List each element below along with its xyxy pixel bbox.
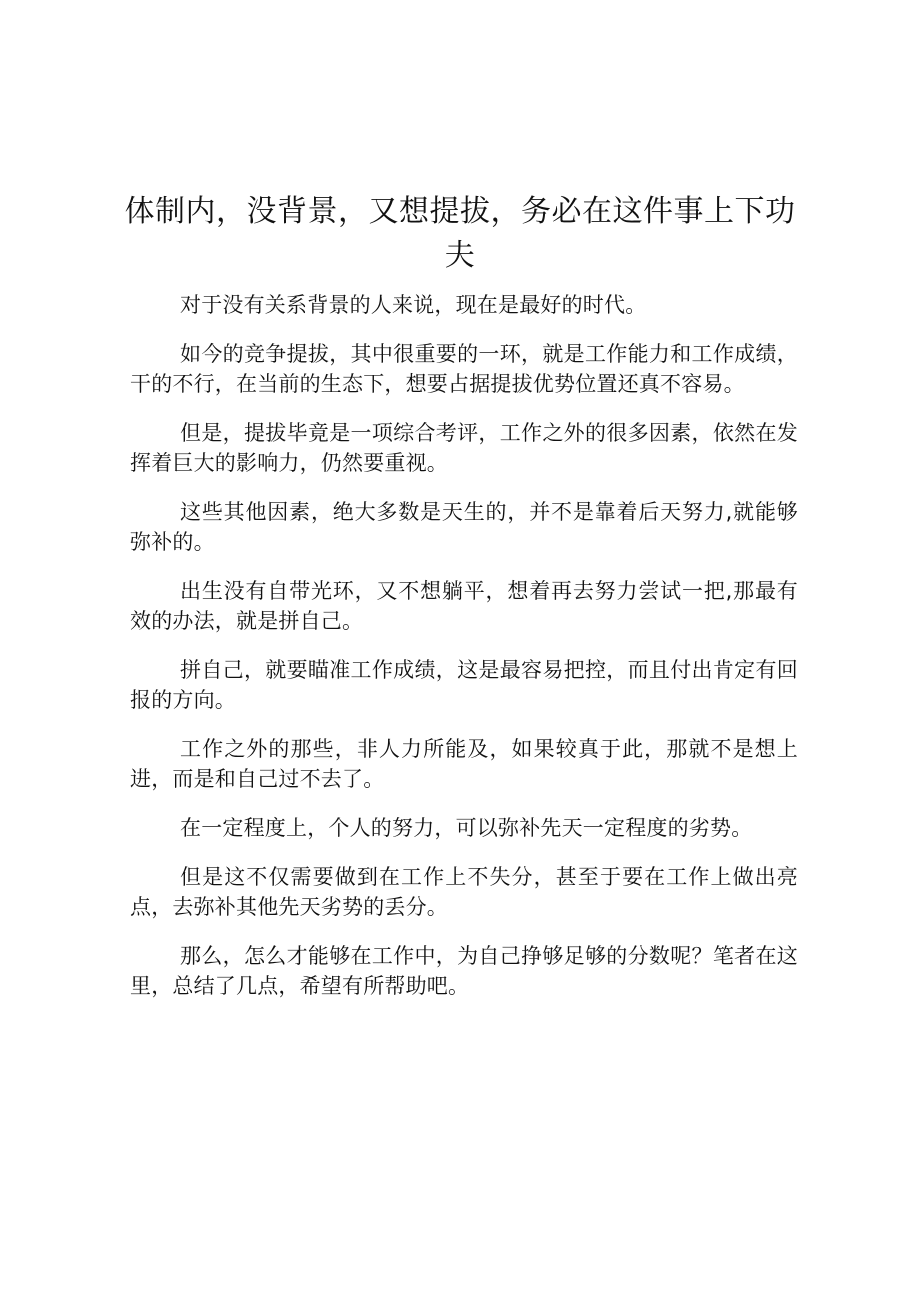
- paragraph: 对于没有关系背景的人来说，现在是最好的时代。: [180, 293, 647, 317]
- paragraph: 这些其他因素，绝大多数是天生的，并不是靠着后天努力,就能够弥补的。: [130, 500, 798, 554]
- paragraph: 但是这不仅需要做到在工作上不失分，甚至于要在工作上做出亮点，去弥补其他先天劣势的丢分。: [130, 865, 798, 919]
- paragraph: 工作之外的那些，非人力所能及，如果较真于此，那就不是想上进，而是和自己过不去了。: [130, 737, 798, 791]
- paragraph: 出生没有自带光环，又不想躺平，想着再去努力尝试一把,那最有效的办法，就是拼自己。: [130, 579, 798, 633]
- paragraph: 拼自己，就要瞄准工作成绩，这是最容易把控，而且付出肯定有回报的方向。: [130, 658, 798, 712]
- paragraph: 但是，提拔毕竟是一项综合考评，工作之外的很多因素，依然在发挥着巨大的影响力，仍然要重视。: [130, 421, 798, 475]
- paragraph: 在一定程度上，个人的努力，可以弥补先天一定程度的劣势。: [180, 816, 753, 840]
- paragraph: 如今的竞争提拔，其中很重要的一环，就是工作能力和工作成绩，干的不行，在当前的生态下，想要占据提拔优势位置还真不容易。: [130, 342, 798, 396]
- document-title: 体制内，没背景，又想提拔，务必在这件事上下功夫: [124, 194, 796, 273]
- document-body: [130, 290, 798, 1020]
- paragraph: 那么，怎么才能够在工作中，为自己挣够足够的分数呢？笔者在这里，总结了几点，希望有所帮助吧。: [130, 944, 798, 998]
